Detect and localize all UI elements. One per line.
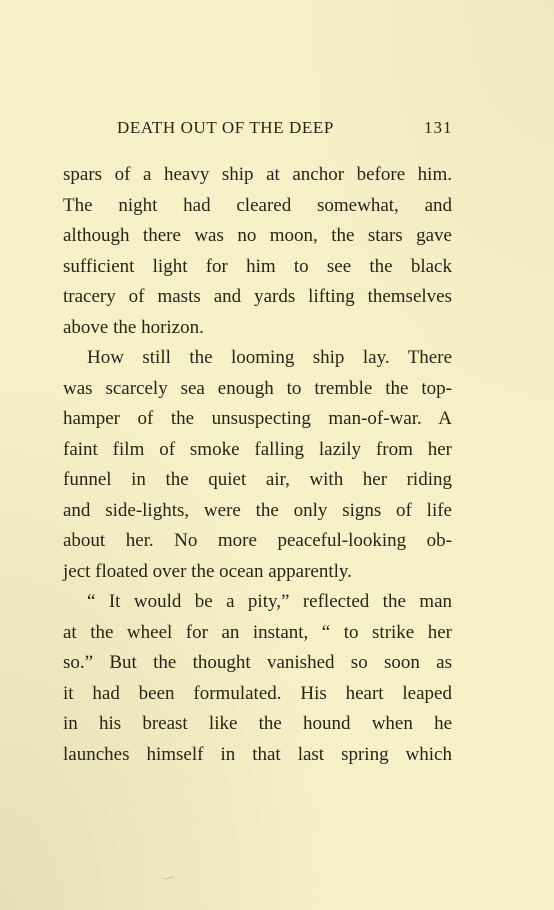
text-line: was scarcely sea enough to tremble the top- bbox=[63, 377, 452, 399]
page-header bbox=[0, 118, 554, 142]
text-line: and side-lights, were the only signs of life bbox=[63, 499, 452, 521]
text-line: at the wheel for an instant, “ to strike her bbox=[63, 621, 452, 643]
text-line: it had been formulated. His heart leaped bbox=[63, 682, 452, 704]
text-line: How still the looming ship lay. There bbox=[87, 347, 452, 368]
text-line: above the horizon. bbox=[63, 316, 204, 338]
text-line: sufficient light for him to see the black bbox=[63, 255, 452, 277]
body-text bbox=[63, 160, 452, 770]
paper-speck bbox=[164, 876, 174, 880]
text-line: funnel in the quiet air, with her riding bbox=[63, 469, 452, 490]
text-line: hamper of the unsuspecting man-of-war. A bbox=[63, 408, 452, 429]
text-line: in his breast like the hound when he bbox=[63, 713, 452, 734]
text-line: ject floated over the ocean apparently. bbox=[63, 560, 352, 582]
text-line: although there was no moon, the stars gave bbox=[63, 225, 452, 246]
running-title: DEATH OUT OF THE DEEP bbox=[117, 118, 334, 137]
text-line: tracery of masts and yards lifting themselves bbox=[63, 286, 452, 307]
text-line: “ It would be a pity,” reflected the man bbox=[87, 591, 452, 612]
text-line: spars of a heavy ship at anchor before him. bbox=[63, 164, 452, 185]
text-line: The night had cleared somewhat, and bbox=[63, 194, 452, 216]
page-number: 131 bbox=[424, 118, 453, 137]
text-line: so.” But the thought vanished so soon as bbox=[63, 652, 452, 673]
text-line: faint film of smoke falling lazily from her bbox=[63, 438, 452, 460]
text-line: about her. No more peaceful-looking ob- bbox=[63, 530, 452, 551]
text-line: launches himself in that last spring which bbox=[63, 743, 452, 765]
